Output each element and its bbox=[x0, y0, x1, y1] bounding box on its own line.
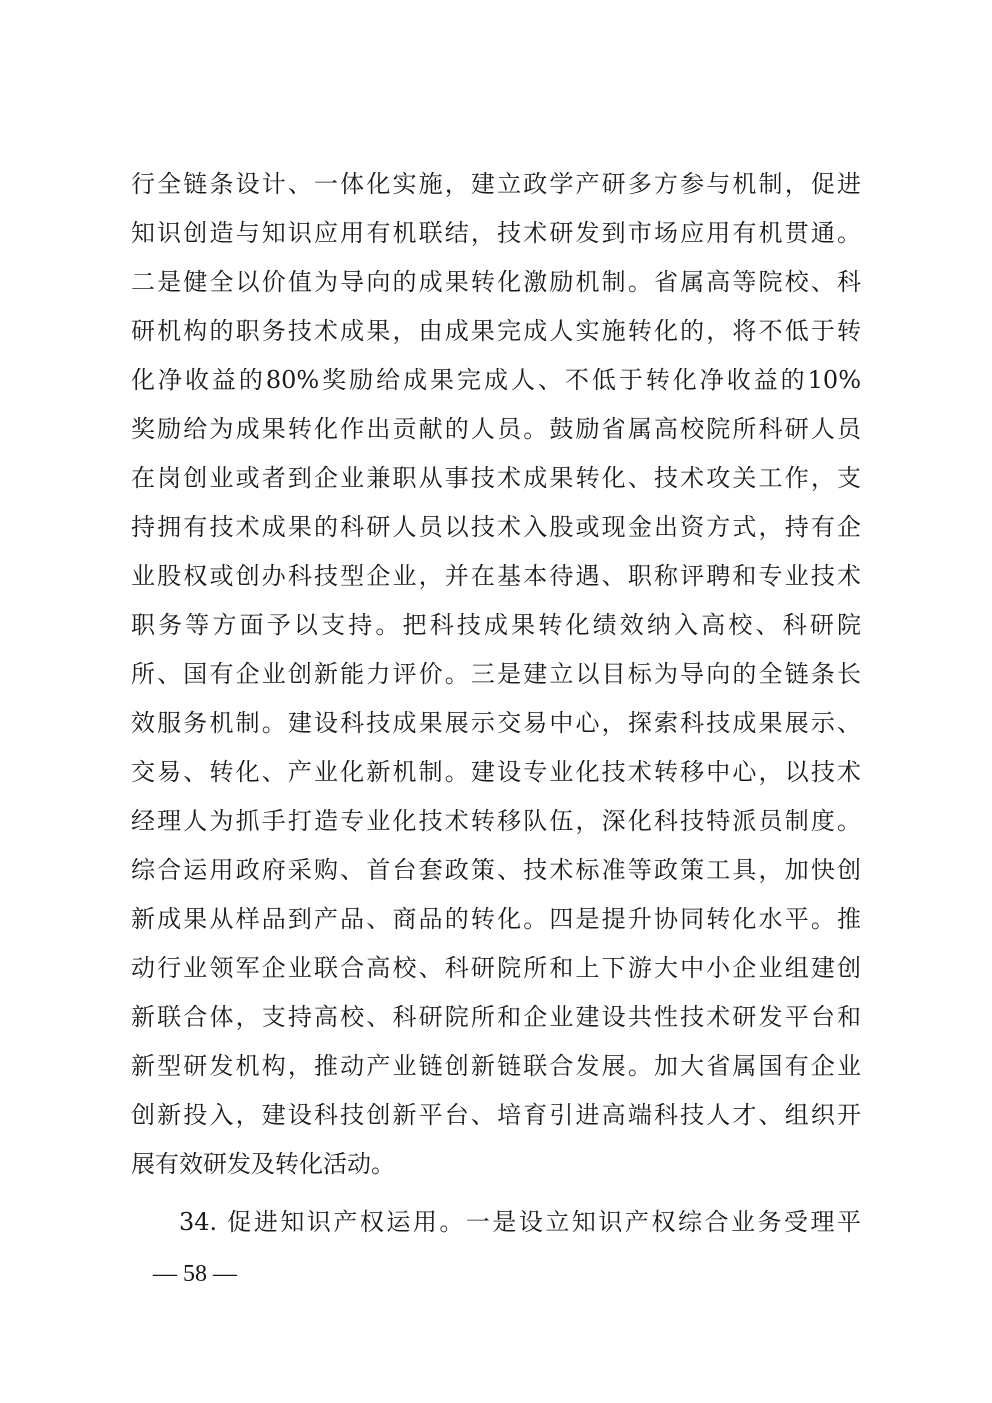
text-line: 展有效研发及转化活动。 bbox=[131, 1150, 395, 1178]
page-number: — 58 — bbox=[153, 1261, 237, 1287]
text-line: 持拥有技术成果的科研人员以技术入股或现金出资方式，持有企 bbox=[131, 513, 861, 541]
text-line: 新型研发机构，推动产业链创新链联合发展。加大省属国有企业 bbox=[131, 1052, 861, 1080]
text-line: 交易、转化、产业化新机制。建设专业化技术转移中心，以技术 bbox=[131, 758, 861, 786]
text-line: 二是健全以价值为导向的成果转化激励机制。省属高等院校、科 bbox=[131, 268, 861, 296]
text-line: 行全链条设计、一体化实施，建立政学产研多方参与机制，促进 bbox=[131, 170, 861, 198]
paragraph-body bbox=[131, 160, 861, 1189]
text-line: 新联合体，支持高校、科研院所和企业建设共性技术研发平台和 bbox=[131, 1003, 861, 1031]
section-34-first-line: 34. 促进知识产权运用。一是设立知识产权综合业务受理平 bbox=[179, 1208, 861, 1236]
text-line: 知识创造与知识应用有机联结，技术研发到市场应用有机贯通。 bbox=[131, 219, 861, 247]
text-line: 业股权或创办科技型企业，并在基本待遇、职称评聘和专业技术 bbox=[131, 562, 861, 590]
text-line: 新成果从样品到产品、商品的转化。四是提升协同转化水平。推 bbox=[131, 905, 861, 933]
text-line: 创新投入，建设科技创新平台、培育引进高端科技人才、组织开 bbox=[131, 1101, 861, 1129]
text-line: 在岗创业或者到企业兼职从事技术成果转化、技术攻关工作，支 bbox=[131, 464, 861, 492]
text-line: 职务等方面予以支持。把科技成果转化绩效纳入高校、科研院 bbox=[131, 611, 861, 639]
text-line: 所、国有企业创新能力评价。三是建立以目标为导向的全链条长 bbox=[131, 660, 861, 688]
text-line: 经理人为抓手打造专业化技术转移队伍，深化科技特派员制度。 bbox=[131, 807, 861, 835]
text-line: 奖励给为成果转化作出贡献的人员。鼓励省属高校院所科研人员 bbox=[131, 415, 861, 443]
text-line: 效服务机制。建设科技成果展示交易中心，探索科技成果展示、 bbox=[131, 709, 861, 737]
text-line: 研机构的职务技术成果，由成果完成人实施转化的，将不低于转 bbox=[131, 317, 861, 345]
paragraph-34 bbox=[131, 1198, 861, 1247]
text-line: 化净收益的80%奖励给成果完成人、不低于转化净收益的10% bbox=[131, 366, 861, 394]
text-line: 综合运用政府采购、首台套政策、技术标准等政策工具，加快创 bbox=[131, 856, 861, 884]
text-line: 动行业领军企业联合高校、科研院所和上下游大中小企业组建创 bbox=[131, 954, 861, 982]
